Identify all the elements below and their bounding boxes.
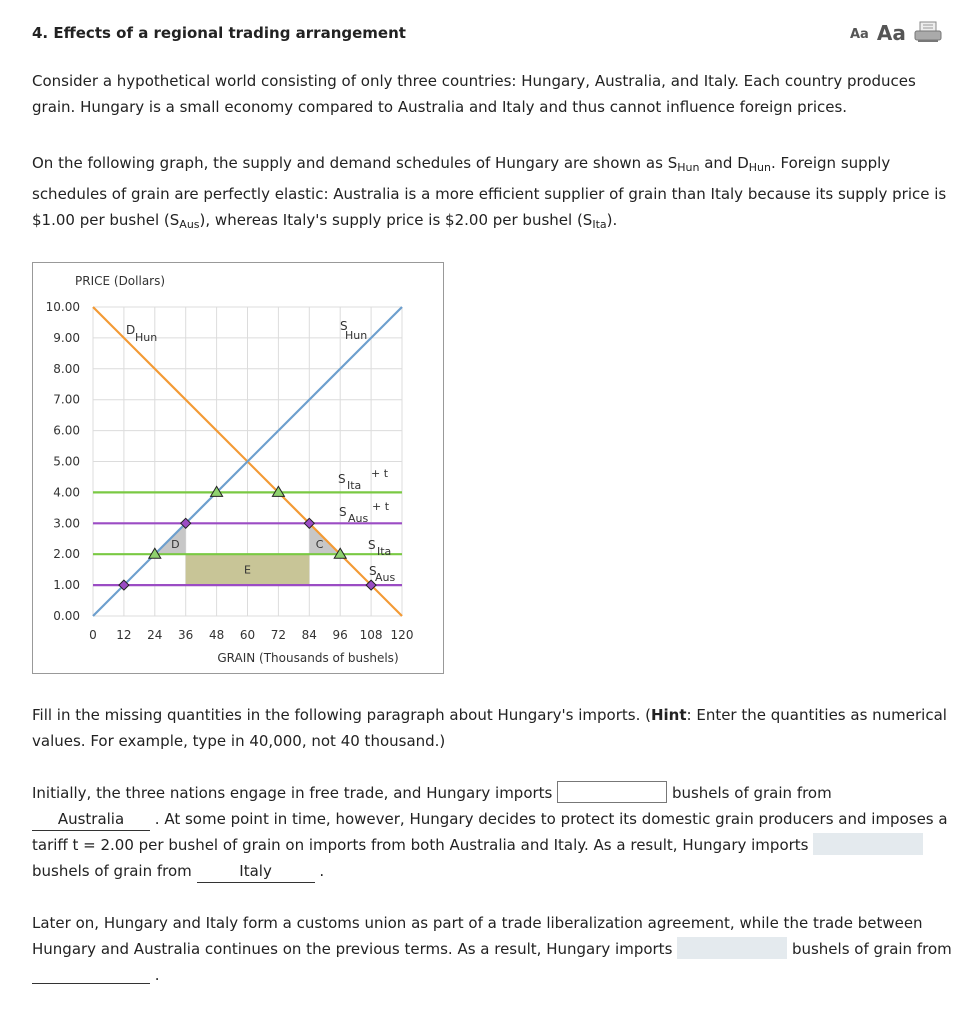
series-label-sub-0: Hun bbox=[135, 331, 158, 344]
free-trade-paragraph bbox=[32, 780, 952, 884]
x-tick-label-10: 120 bbox=[390, 628, 414, 642]
imports-free-trade-input[interactable] bbox=[557, 781, 667, 803]
x-tick-label-5: 60 bbox=[239, 628, 256, 642]
s1-text-a: Initially, the three nations engage in free trade, and Hungary imports bbox=[32, 784, 553, 802]
fill-instructions bbox=[32, 702, 952, 754]
p2-text-c: . Foreign supply schedules of grain are perfectly elastic: Australia is a more efficient supplier of grain than Italy because its supply price is $1.00 per bushel (S bbox=[32, 154, 947, 229]
p2-text-b: and D bbox=[699, 154, 749, 172]
s1-text-d: bushels of grain from bbox=[32, 862, 192, 880]
graph-description bbox=[32, 150, 952, 238]
area-label-D: D bbox=[171, 537, 180, 551]
y-tick-label-6: 6.00 bbox=[53, 423, 80, 438]
series-label-5: S bbox=[369, 564, 377, 578]
source-free-trade-dropdown[interactable]: Australia bbox=[32, 808, 150, 831]
hint-label: Hint bbox=[650, 706, 687, 724]
y-tick-label-9: 9.00 bbox=[53, 330, 80, 345]
series-label-sub-5: Aus bbox=[375, 571, 396, 584]
series-label-sub-3: Aus bbox=[348, 512, 369, 525]
y-tick-label-8: 8.00 bbox=[53, 361, 80, 376]
p2-sub-hun-supply: Hun bbox=[677, 161, 700, 174]
s2-text-c: . bbox=[154, 966, 160, 984]
intro-paragraph: Consider a hypothetical world consisting of only three countries: Hungary, Australia, and Italy. Each country produces grain. Hungary is a small economy compared to Australia and Italy and thus cannot influence foreign prices. bbox=[32, 72, 916, 116]
font-increase-button[interactable]: Aa bbox=[876, 21, 906, 45]
x-tick-label-6: 72 bbox=[270, 628, 287, 642]
area-label-C: C bbox=[315, 537, 324, 551]
p2-sub-aus: Aus bbox=[179, 218, 200, 231]
x-tick-label-7: 84 bbox=[301, 628, 317, 642]
y-tick-label-1: 1.00 bbox=[53, 578, 80, 593]
series-label-sub-4: Ita bbox=[377, 545, 392, 558]
s1-text-c: . At some point in time, however, Hungary decides to protect its domestic grain producers and imposes a tariff t = 2.00 per bushel of grain on imports from both Australia and Italy. As a result, Hungary imports bbox=[32, 810, 948, 854]
x-tick-label-1: 12 bbox=[116, 628, 132, 642]
instructions-text-a: Fill in the missing quantities in the following paragraph about Hungary's imports. ( bbox=[32, 706, 651, 724]
series-label-0: D bbox=[126, 323, 136, 337]
y-tick-label-0: 0.00 bbox=[53, 609, 80, 623]
source-tariff-dropdown[interactable]: Italy bbox=[197, 860, 315, 883]
x-tick-label-3: 36 bbox=[178, 628, 194, 642]
x-tick-label-4: 48 bbox=[208, 628, 225, 642]
series-label-sub-1: Hun bbox=[345, 329, 368, 342]
s1-text-e: . bbox=[319, 862, 325, 880]
y-tick-label-2: 2.00 bbox=[53, 547, 80, 562]
y-tick-label-10: 10.00 bbox=[45, 300, 80, 314]
y-tick-label-7: 7.00 bbox=[53, 392, 80, 407]
font-decrease-button[interactable]: Aa bbox=[850, 27, 869, 42]
series-label-sub-2: Ita bbox=[347, 479, 362, 492]
y-tick-label-4: 4.00 bbox=[53, 485, 80, 500]
series-label-4: S bbox=[368, 538, 376, 552]
p2-sub-ita: Ita bbox=[592, 218, 607, 231]
x-tick-label-8: 96 bbox=[332, 628, 348, 642]
series-label-sup-2: + t bbox=[371, 467, 389, 480]
series-label-1: S bbox=[340, 319, 348, 333]
x-tick-label-0: 0 bbox=[89, 628, 97, 642]
source-customs-union-dropdown[interactable] bbox=[32, 964, 150, 984]
x-tick-label-2: 24 bbox=[147, 628, 163, 642]
x-tick-label-9: 108 bbox=[359, 628, 383, 642]
imports-tariff-input[interactable] bbox=[813, 833, 923, 855]
p2-text-d: ), whereas Italy's supply price is $2.00 per bushel (S bbox=[199, 211, 593, 229]
s2-text-b: bushels of grain from bbox=[791, 940, 952, 958]
x-axis-title: GRAIN (Thousands of bushels) bbox=[217, 651, 399, 665]
s2-text-a: Later on, Hungary and Italy form a customs union as part of a trade liberalization agreement, while the trade between Hungary and Australia continues on the previous terms. As a result, Hungary imports bbox=[32, 914, 923, 958]
series-label-3: S bbox=[339, 505, 347, 519]
p2-text-e: ). bbox=[606, 211, 618, 229]
print-icon[interactable] bbox=[914, 21, 942, 43]
imports-customs-union-input[interactable] bbox=[677, 937, 787, 959]
area-label-E: E bbox=[244, 563, 251, 577]
p2-text-a: On the following graph, the supply and demand schedules of Hungary are shown as S bbox=[32, 154, 678, 172]
text-tools bbox=[850, 22, 942, 44]
y-tick-label-5: 5.00 bbox=[53, 454, 80, 469]
series-label-2: S bbox=[338, 472, 346, 486]
series-label-sup-3: + t bbox=[372, 500, 390, 513]
question-title: 4. Effects of a regional trading arrangement bbox=[32, 24, 406, 42]
supply-demand-chart bbox=[32, 262, 444, 674]
s1-text-b: bushels of grain from bbox=[671, 784, 832, 802]
p2-sub-hun-demand: Hun bbox=[748, 161, 771, 174]
instructions-text-b: : Enter the quantities as numerical values. For example, type in 40,000, not 40 thousand.) bbox=[32, 706, 947, 750]
y-tick-label-3: 3.00 bbox=[53, 516, 80, 531]
y-axis-title: PRICE (Dollars) bbox=[75, 274, 166, 288]
customs-union-paragraph bbox=[32, 910, 952, 988]
chart-svg bbox=[33, 263, 443, 673]
